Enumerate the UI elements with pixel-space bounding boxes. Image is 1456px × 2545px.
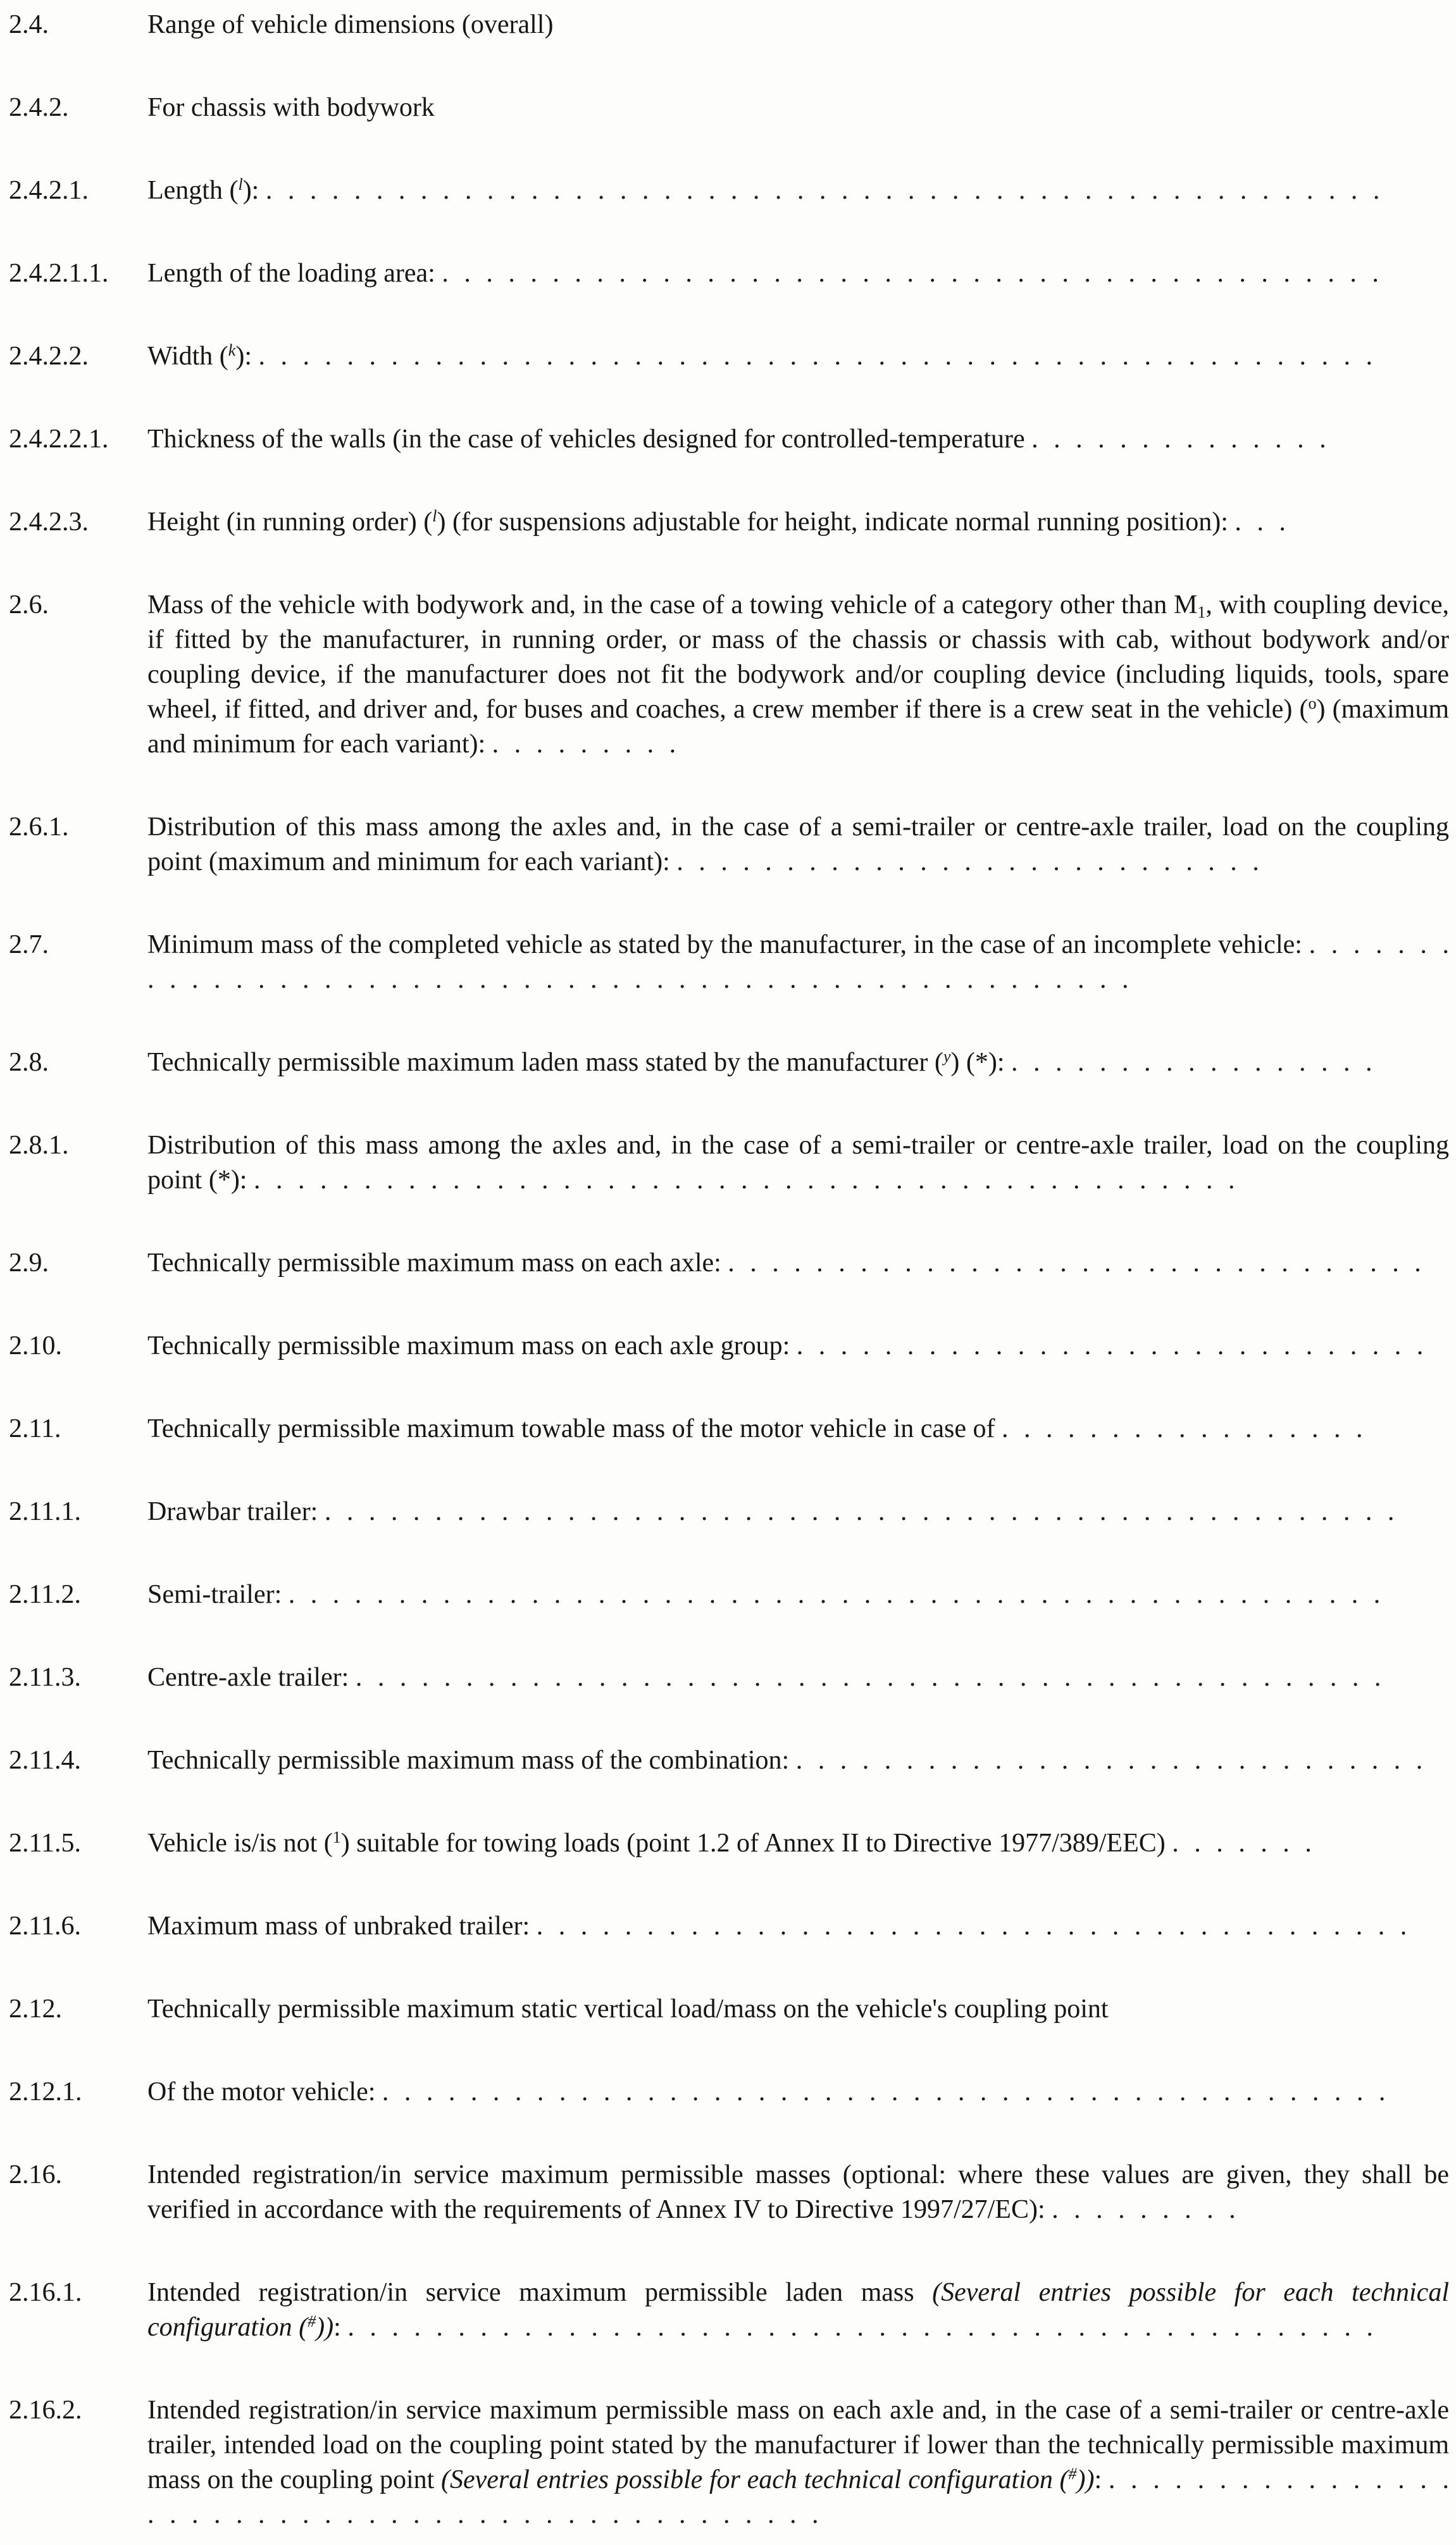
dotted-leader: . . . . . . . . . . . . . . . . . . . . . . . . . . . . . [796, 1331, 1424, 1360]
section-text: Intended registration/in service maximum permissible laden mass (Several entries possible for each technical configuration (#)): . . . . . . . . . . . . . . . . . . . . . . . . . . . . . . . . . . . . . . . . . . . . . . . [147, 2278, 1449, 2342]
text-segment: Range of vehicle dimensions (overall) [147, 10, 554, 39]
section-item [9, 1909, 1449, 1944]
section-number: 2.11.4. [9, 1746, 81, 1775]
section-number: 2.12. [9, 1994, 62, 2024]
section-text [147, 1660, 1449, 1695]
section-text [147, 1495, 1449, 1529]
text-segment: Technically permissible maximum towable mass of the motor vehicle in case of [147, 1414, 1002, 1443]
text-segment: : [1094, 2465, 1109, 2494]
section-number: 2.16.2. [9, 2396, 82, 2425]
text-segment: ) (maximum and minimum for each variant): [147, 695, 1449, 759]
section-number: 2.11.6. [9, 1912, 81, 1941]
text-segment: (Several entries possible for each technical configuration ( [441, 2465, 1069, 2494]
section-text [147, 1743, 1449, 1778]
dotted-leader: . . . . . . . . . . . . . . . . . . . . . . . . . . . [676, 847, 1259, 876]
text-segment: )) [316, 2313, 334, 2342]
section-item [9, 810, 1449, 880]
text-segment: Technically permissible maximum laden mass stated by the manufacturer ( [147, 1048, 943, 1077]
text-segment: Length of the loading area: [147, 259, 442, 288]
dotted-leader: . . . . . . . . . . . . . . . . . . . . . . . . . . . . . . . . . . . . . . . . . . . . . . . [355, 1663, 1381, 1692]
section-item [9, 2158, 1449, 2227]
dotted-leader: . . . . . . . . . . . . . . . . . . . . . . . . . . . . . . . . . . . . . . . . . . . . . . . . . . . [258, 342, 1372, 371]
section-item [9, 173, 1449, 208]
section-item [9, 1246, 1449, 1281]
text-segment: Intended registration/in service maximum permissible masses (optional: where these values are given, they shall be verified in accordance with the requirements of Annex IV to Directive 1997/27/EC): [147, 2160, 1449, 2224]
text-segment: Intended registration/in service maximum permissible laden mass [147, 2278, 933, 2307]
text-segment: Intended registration/in service maximum permissible mass on each axle and, in the case of a semi-trailer or centre-axle trailer, intended load on the coupling point stated by the manufacturer if lower than the technically permissible maximum mass on the coupling point [147, 2396, 1449, 2494]
text-segment: ) suitable for towing loads (point 1.2 of Annex II to Directive 1977/389/EEC) [340, 1829, 1173, 1858]
dotted-leader: . . . . . . . [1172, 1829, 1312, 1858]
section-number: 2.16.1. [9, 2278, 82, 2307]
section-text [147, 2075, 1449, 2110]
text-segment: , with coupling device, if fitted by the manufacturer, in running order, or mass of the chassis or chassis with cab, without bodywork and/or coupling device, if the manufacturer does not fit the bodywork and/or coupling device (including liquids, tools, spare wheel, if fitted, and driver and, for buses and coaches, a crew member if there is a crew seat in the vehicle) ( [147, 590, 1449, 724]
section-item [9, 90, 1449, 125]
section-text [147, 1412, 1449, 1447]
section-item [9, 2393, 1449, 2532]
text-segment: Distribution of this mass among the axles and, in the case of a semi-trailer or centre-axle trailer, load on the coupling point (maximum and minimum for each variant): [147, 812, 1449, 876]
section-text [147, 90, 1449, 125]
section-number: 2.4.2.1. [9, 176, 89, 205]
section-item [9, 1660, 1449, 1695]
section-text: Technically permissible maximum laden mass stated by the manufacturer (y) (*): . . . . . . . . . . . . . . . . . [147, 1047, 1372, 1077]
text-segment: ): [235, 342, 259, 371]
section-text: Intended registration/in service maximum permissible mass on each axle and, in the case of a semi-trailer or centre-axle trailer, intended load on the coupling point stated by the manufacturer if lower than the technically permissible maximum mass on the coupling point (Several entries possible for each technical configuration (#)): . . . . . . . . . . . . . . . . . . . . . . . . . . . . . . . . . . . . . . . . . . . . . . . [147, 2396, 1450, 2529]
section-item [9, 8, 1449, 42]
text-segment: ) (*): [950, 1048, 1012, 1077]
text-segment: Technically permissible maximum mass on each axle: [147, 1248, 728, 1278]
section-number: 2.11.2. [9, 1580, 81, 1609]
section-number: 2.4.2.2.1. [9, 425, 109, 454]
dotted-leader: . . . . . . . . . . . . . . . . . [1002, 1414, 1363, 1443]
section-item [9, 505, 1449, 540]
section-number: 2.11.1. [9, 1497, 81, 1526]
section-text [147, 1577, 1449, 1612]
dotted-leader: . . . . . . . . . [1052, 2195, 1236, 2224]
dotted-leader: . . . . . . . . . . . . . . . . . . . . . . . . . . . . . [795, 1746, 1423, 1775]
section-number: 2.7. [9, 930, 49, 959]
section-text [147, 422, 1449, 457]
section-text: Length (l): . . . . . . . . . . . . . . . . . . . . . . . . . . . . . . . . . . . . . . . . . . . . . . . . . . . [147, 175, 1380, 205]
document-items [9, 8, 1449, 2532]
dotted-leader: . . . . . . . . . [492, 730, 676, 759]
section-text: Mass of the vehicle with bodywork and, in the case of a towing vehicle of a category other than M1, with coupling device, if fitted by the manufacturer, in running order, or mass of the chassis or chassis with cab, without bodywork and/or coupling device, if the manufacturer does not fit the bodywork and/or coupling device (including liquids, tools, spare wheel, if fitted, and driver and, for buses and coaches, a crew member if there is a crew seat in the vehicle) (o) (maximum and minimum for each variant): . . . . . . . . . [147, 590, 1449, 759]
text-segment: Length ( [147, 176, 239, 205]
text-segment: Thickness of the walls (in the case of vehicles designed for controlled-temperature [147, 425, 1032, 454]
section-item [9, 1128, 1449, 1198]
section-text: Width (k): . . . . . . . . . . . . . . . . . . . . . . . . . . . . . . . . . . . . . . . . . . . . . . . . . . . [147, 340, 1372, 371]
section-item [9, 1743, 1449, 1778]
dotted-leader: . . . . . . . . . . . . . . . . . . . . . . . . . . . . . . . . . . . . . . . . . . . . . . . [147, 2465, 1450, 2529]
section-number: 2.8. [9, 1048, 49, 1077]
section-text: Height (in running order) (l) (for suspensions adjustable for height, indicate normal running position): . . . [147, 506, 1286, 537]
section-item [9, 1577, 1449, 1612]
text-segment: Semi-trailer: [147, 1580, 289, 1609]
section-number: 2.4.2.1.1. [9, 259, 109, 288]
section-number: 2.12.1. [9, 2077, 82, 2106]
section-item [9, 256, 1449, 291]
section-item [9, 1045, 1449, 1080]
text-segment: Centre-axle trailer: [147, 1663, 356, 1692]
section-text [147, 810, 1449, 880]
dotted-leader: . . . . . . . . . . . . . . . . . . . . . . . . . . . . . . . . [728, 1248, 1421, 1278]
text-segment: Distribution of this mass among the axles and, in the case of a semi-trailer or centre-axle trailer, load on the coupling point (*): [147, 1131, 1449, 1195]
section-number: 2.6. [9, 590, 49, 619]
text-segment: )) [1076, 2465, 1095, 2494]
section-text [147, 928, 1449, 997]
section-number: 2.4. [9, 10, 49, 39]
text-segment: (Several entries possible for each technical configuration ( [147, 2278, 1449, 2342]
section-item [9, 339, 1449, 374]
section-text [147, 2158, 1449, 2227]
dotted-leader: . . . . . . . . . . . . . . [1031, 425, 1326, 454]
section-item [9, 588, 1449, 762]
text-segment: Mass of the vehicle with bodywork and, in the case of a towing vehicle of a category other than M [147, 590, 1198, 619]
dotted-leader: . . . . . . . . . . . . . . . . . . . . . . . . . . . . . . . . . . . . . . . . . . . . . . [382, 2077, 1386, 2106]
section-number: 2.4.2. [9, 93, 69, 122]
section-item [9, 2275, 1449, 2345]
section-number: 2.11.5. [9, 1829, 81, 1858]
text-segment: ): [242, 176, 266, 205]
section-number: 2.11. [9, 1414, 61, 1443]
text-segment: Width ( [147, 342, 228, 371]
dotted-leader: . . . . . . . . . . . . . . . . . . . . . . . . . . . . . . . . . . . . . . . . . . . . . . . . . . . [265, 176, 1380, 205]
text-segment: Technically permissible maximum mass on each axle group: [147, 1331, 797, 1360]
section-item [9, 2075, 1449, 2110]
section-number: 2.10. [9, 1331, 62, 1360]
section-text [147, 256, 1449, 291]
text-segment: Of the motor vehicle: [147, 2077, 382, 2106]
section-item [9, 1412, 1449, 1447]
section-number: 2.16. [9, 2160, 62, 2189]
text-segment: Height (in running order) ( [147, 507, 433, 537]
dotted-leader: . . . . . . . . . . . . . . . . . . . . . . . . . . . . . . . . . . . . . . . . . . . [442, 259, 1379, 288]
text-segment: Maximum mass of unbraked trailer: [147, 1912, 537, 1941]
section-text [147, 1128, 1449, 1198]
section-number: 2.4.2.2. [9, 342, 89, 371]
section-number: 2.6.1. [9, 812, 69, 842]
section-number: 2.8.1. [9, 1131, 69, 1160]
section-number: 2.4.2.3. [9, 507, 89, 537]
text-segment: Drawbar trailer: [147, 1497, 325, 1526]
section-item [9, 1826, 1449, 1861]
dotted-leader: . . . . . . . . . . . . . . . . . . . . . . . . . . . . . . . . . . . . . . . . . . . . . . . . . . . . [147, 930, 1450, 994]
dotted-leader: . . . . . . . . . . . . . . . . . [1011, 1048, 1372, 1077]
text-segment: Minimum mass of the completed vehicle as stated by the manufacturer, in the case of an incomplete vehicle: [147, 930, 1309, 959]
section-text [147, 1992, 1449, 2027]
text-segment: For chassis with bodywork [147, 93, 435, 122]
section-item [9, 422, 1449, 457]
section-text [147, 1246, 1449, 1281]
dotted-leader: . . . . . . . . . . . . . . . . . . . . . . . . . . . . . . . . . . . . . . . . . . . . . . . [347, 2313, 1373, 2342]
section-item [9, 928, 1449, 997]
dotted-leader: . . . . . . . . . . . . . . . . . . . . . . . . . . . . . . . . . . . . . . . . . . . . . [253, 1166, 1235, 1195]
section-text: Vehicle is/is not (1) suitable for towing loads (point 1.2 of Annex II to Directive 1977/389/EEC) . . . . . . . [147, 1827, 1312, 1858]
section-text [147, 1909, 1449, 1944]
text-segment: Vehicle is/is not ( [147, 1829, 333, 1858]
text-segment: Technically permissible maximum static vertical load/mass on the vehicle's coupling point [147, 1994, 1109, 2024]
dotted-leader: . . . . . . . . . . . . . . . . . . . . . . . . . . . . . . . . . . . . . . . . . . . . . . . . . [324, 1497, 1395, 1526]
section-number: 2.11.3. [9, 1663, 81, 1692]
dotted-leader: . . . . . . . . . . . . . . . . . . . . . . . . . . . . . . . . . . . . . . . . . . . . . . . . . . [288, 1580, 1381, 1609]
dotted-leader: . . . . . . . . . . . . . . . . . . . . . . . . . . . . . . . . . . . . . . . . [536, 1912, 1407, 1941]
text-segment: : [333, 2313, 348, 2342]
section-item [9, 1329, 1449, 1364]
text-segment: ) (for suspensions adjustable for height, indicate normal running position): [437, 507, 1235, 537]
dotted-leader: . . . [1235, 507, 1286, 537]
section-item [9, 1495, 1449, 1529]
section-item [9, 1992, 1449, 2027]
section-number: 2.9. [9, 1248, 49, 1278]
section-text [147, 8, 1449, 42]
section-text [147, 1329, 1449, 1364]
text-segment: Technically permissible maximum mass of the combination: [147, 1746, 796, 1775]
